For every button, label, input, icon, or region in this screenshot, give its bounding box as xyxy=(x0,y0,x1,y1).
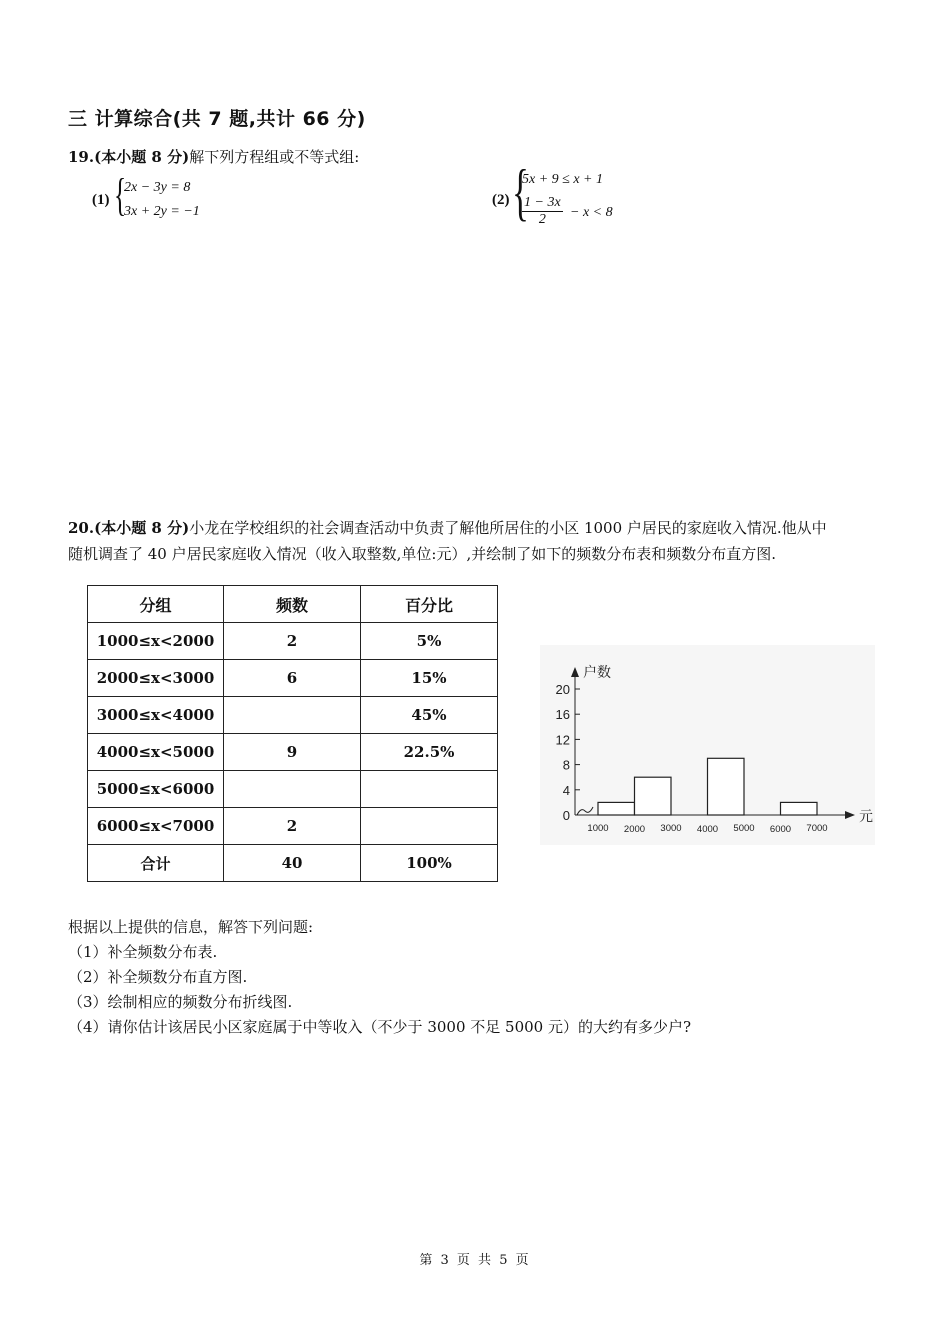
q20-sub1: （1）补全频数分布表. xyxy=(68,943,218,961)
q20-label: 20.(本小题 8 分) xyxy=(68,519,190,537)
table-cell: 5% xyxy=(361,623,498,660)
histogram-bar xyxy=(635,777,672,815)
table-cell: 3000≤x<4000 xyxy=(88,697,224,734)
q19-part1-eq1: 2x − 3y = 8 xyxy=(124,180,191,195)
q20-line1 xyxy=(68,517,827,538)
q19-label: 19.(本小题 8 分) xyxy=(68,148,190,166)
q20-text-line1: 小龙在学校组织的社会调查活动中负责了解他所居住的小区 1000 户居民的家庭收入情况.他从中 xyxy=(189,519,827,537)
table-row xyxy=(88,808,498,845)
table-cell xyxy=(224,697,361,734)
table-cell: 2 xyxy=(224,808,361,845)
histogram-bar xyxy=(598,802,635,815)
table-cell xyxy=(361,771,498,808)
q20-sub4: （4）请你估计该居民小区家庭属于中等收入（不少于 3000 不足 5000 元）的大约有多少户? xyxy=(68,1018,692,1036)
table-cell: 15% xyxy=(361,660,498,697)
y-tick-label: 12 xyxy=(555,732,570,748)
table-header: 分组 xyxy=(88,586,224,623)
table-cell: 40 xyxy=(224,845,361,882)
x-tick-label: 2000 xyxy=(623,824,646,835)
table-cell: 22.5% xyxy=(361,734,498,771)
table-cell: 2000≤x<3000 xyxy=(88,660,224,697)
q19-part1-label: (1) xyxy=(92,192,110,208)
section-title: 三 计算综合(共 7 题,共计 66 分) xyxy=(68,108,366,130)
y-axis-label: 户数 xyxy=(583,665,611,681)
y-tick-label: 20 xyxy=(555,682,570,697)
table-cell xyxy=(361,808,498,845)
brace-icon: { xyxy=(512,156,529,227)
table-row xyxy=(88,623,498,660)
y-tick-label: 0 xyxy=(562,808,570,823)
q20-sub3: （3）绘制相应的频数分布折线图. xyxy=(68,993,293,1011)
q19-part2-ineq1: 5x + 9 ≤ x + 1 xyxy=(522,172,604,187)
table-row xyxy=(88,660,498,697)
q19-part1-eq2: 3x + 2y = −1 xyxy=(124,204,200,219)
q19-part2 xyxy=(492,156,672,236)
x-tick-label: 5000 xyxy=(733,823,755,834)
table-row xyxy=(88,697,498,734)
y-tick-label: 4 xyxy=(562,782,570,798)
frequency-table xyxy=(87,585,498,882)
histogram-chart xyxy=(540,645,875,845)
q19-text: 解下列方程组或不等式组: xyxy=(189,148,360,166)
x-tick-label: 6000 xyxy=(769,824,792,835)
table-row-total xyxy=(88,845,498,882)
x-tick-label: 4000 xyxy=(696,824,719,835)
table-header: 频数 xyxy=(224,586,361,623)
histogram-bar xyxy=(708,758,745,815)
q19-part2-label: (2) xyxy=(492,192,510,208)
table-header-row xyxy=(88,586,498,623)
table-cell xyxy=(224,771,361,808)
table-header: 百分比 xyxy=(361,586,498,623)
q19-header xyxy=(68,146,359,167)
table-cell: 45% xyxy=(361,697,498,734)
table-cell: 1000≤x<2000 xyxy=(88,623,224,660)
histogram-bar xyxy=(781,802,818,815)
table-cell: 5000≤x<6000 xyxy=(88,771,224,808)
q19-part1 xyxy=(92,169,252,226)
table-cell: 合计 xyxy=(88,845,224,882)
table-cell: 100% xyxy=(361,845,498,882)
table-row xyxy=(88,771,498,808)
q20-sub2: （2）补全频数分布直方图. xyxy=(68,968,248,986)
fraction-denominator: 2 xyxy=(538,212,546,227)
q20-intro: 根据以上提供的信息，解答下列问题: xyxy=(68,918,314,936)
fraction-numerator: 1 − 3x xyxy=(524,195,561,210)
brace-icon: { xyxy=(114,169,127,220)
q19-part2-ineq2-rest: − x < 8 xyxy=(570,205,613,220)
table-cell: 9 xyxy=(224,734,361,771)
table-cell: 6 xyxy=(224,660,361,697)
table-cell: 2 xyxy=(224,623,361,660)
q19-part2-fraction xyxy=(522,195,563,228)
page-footer: 第 3 页 共 5 页 xyxy=(419,1253,531,1268)
table-cell: 6000≤x<7000 xyxy=(88,808,224,845)
table-row xyxy=(88,734,498,771)
q20-line2: 随机调查了 40 户居民家庭收入情况（收入取整数,单位:元）,并绘制了如下的频数分布表和频数分布直方图. xyxy=(68,545,776,563)
x-tick-label: 1000 xyxy=(587,823,609,834)
x-axis-label: 元 xyxy=(859,809,873,825)
y-tick-label: 16 xyxy=(555,707,570,723)
x-tick-label: 7000 xyxy=(806,823,828,834)
table-cell: 4000≤x<5000 xyxy=(88,734,224,771)
y-tick-label: 8 xyxy=(562,757,570,773)
x-tick-label: 3000 xyxy=(660,823,682,834)
